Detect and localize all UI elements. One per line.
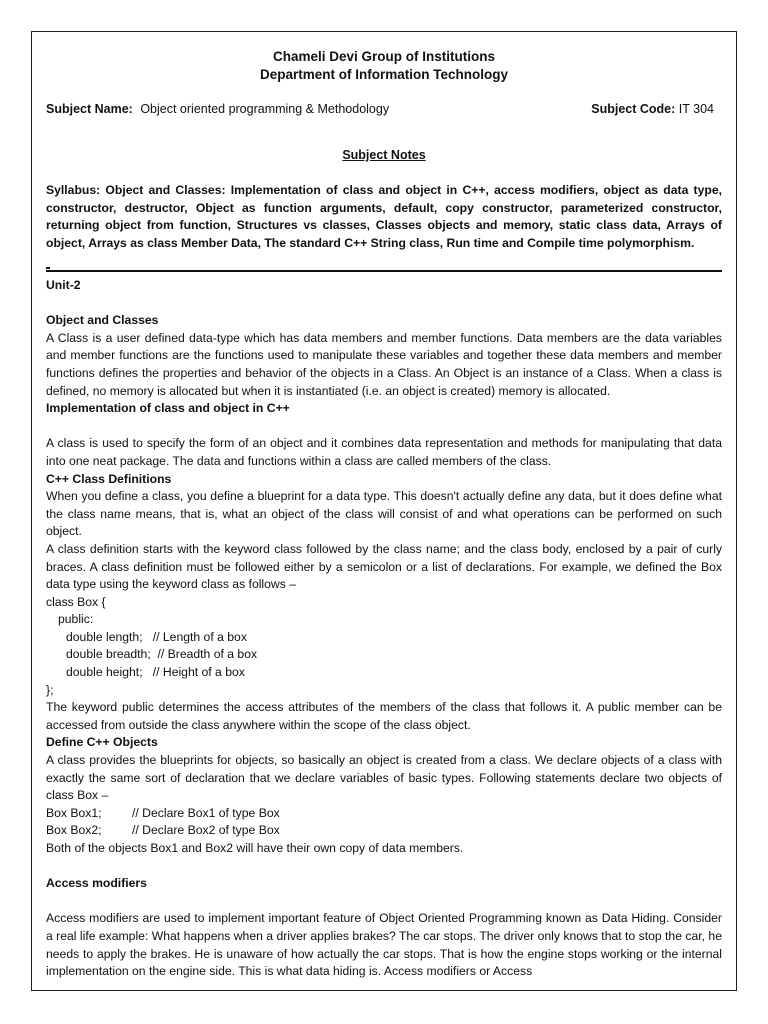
notes-title: Subject Notes bbox=[342, 148, 426, 162]
code-block bbox=[46, 594, 722, 700]
declaration-line: Box Box2; // Declare Box2 of type Box bbox=[46, 823, 280, 838]
paragraph-define-objects: A class provides the blueprints for objects, so basically an object is created from a class. We declare objects of a class with exactly the same sort of declaration that we declare variables of basic types. Following statements declare two objects of class Box – bbox=[46, 753, 722, 803]
heading-class-definitions: C++ Class Definitions bbox=[46, 471, 172, 486]
code-line: double breadth; // Breadth of a box bbox=[66, 647, 258, 662]
code-line: double height; // Height of a box bbox=[66, 665, 245, 680]
subject-code bbox=[591, 102, 714, 116]
unit-content bbox=[46, 277, 722, 981]
spacer bbox=[46, 893, 722, 911]
code-line: }; bbox=[46, 682, 54, 697]
declaration-line: Box Box1; // Declare Box1 of type Box bbox=[46, 805, 280, 820]
subject-row bbox=[46, 102, 722, 116]
paragraph-class-definitions-2: A class definition starts with the keyword class followed by the class name; and the class body, enclosed by a pair of curly braces. A class definition must be followed either by a semicolon or a list of declarations. For example, we defined the Box data type using the keyword class as follows – bbox=[46, 541, 722, 592]
paragraph-implementation: A class is used to specify the form of an object and it combines data representation and methods for manipulating that data into one neat package. The data and functions within a class are called members of the class. bbox=[46, 436, 722, 468]
spacer bbox=[46, 418, 722, 436]
spacer bbox=[46, 858, 722, 876]
paragraph-class-definitions-1: When you define a class, you define a blueprint for a data type. This doesn't actually define any data, but it does define what the class name means, that is, what an object of the class will consist of and what operations can be performed on such object. bbox=[46, 489, 722, 539]
subject-code-label: Subject Code: bbox=[591, 102, 676, 116]
heading-object-and-classes: Object and Classes bbox=[46, 313, 159, 328]
subject-name-value: Object oriented programming & Methodology bbox=[140, 102, 390, 116]
department-name: Department of Information Technology bbox=[259, 67, 508, 82]
spacer bbox=[46, 295, 722, 313]
code-line: class Box { bbox=[46, 594, 106, 609]
unit-title: Unit-2 bbox=[46, 278, 81, 292]
heading-define-objects: Define C++ Objects bbox=[46, 735, 158, 750]
code-line: double length; // Length of a box bbox=[66, 629, 247, 644]
institution-name: Chameli Devi Group of Institutions bbox=[272, 49, 495, 64]
subject-code-value: IT 304 bbox=[678, 102, 714, 116]
code-line: public: bbox=[58, 612, 94, 627]
syllabus-paragraph: Syllabus: Object and Classes: Implementation of class and object in C++, access modifiers, object as data type, constructor, destructor, Object as function arguments, default, copy constructor, parameterized constructor, returning object from function, Structures vs classes, Classes objects and memory, static class data, Arrays of object, Arrays as class Member Data, The standard C++ String class, Run time and Compile time polymorphism. bbox=[46, 183, 722, 250]
heading-access-modifiers: Access modifiers bbox=[46, 876, 147, 891]
paragraph-own-copy: Both of the objects Box1 and Box2 will have their own copy of data members. bbox=[46, 841, 464, 855]
paragraph-access-modifiers: Access modifiers are used to implement important feature of Object Oriented Programming known as Data Hiding. Consider a real life example: What happens when a driver applies brakes? The car stops. The driver only knows that to stop the car, he needs to apply the brakes. He is unaware of how actually the car stops. That is how the engine stops working or the internal implementation on the engine side. This is what data hiding is. Access modifiers or Access bbox=[46, 911, 722, 979]
paragraph-object-and-classes: A Class is a user defined data-type which has data members and member functions. Data members are the data variables and member functions are the functions used to manipulate these variables and together these data members and member functions defines the properties and behavior of the objects in a Class. An Object is an instance of a Class. When a class is defined, no memory is allocated but when it is instantiated (i.e. an object is created) memory is allocated. bbox=[46, 330, 722, 398]
rule-tick bbox=[46, 267, 50, 269]
page-frame bbox=[31, 31, 737, 991]
subject-name-label: Subject Name: bbox=[46, 102, 133, 116]
heading-implementation: Implementation of class and object in C++ bbox=[46, 401, 290, 416]
section-divider bbox=[46, 270, 722, 272]
institution-header bbox=[46, 48, 722, 84]
paragraph-public-keyword: The keyword public determines the access attributes of the members of the class that follows it. A public member can be accessed from outside the class anywhere within the scope of the class object. bbox=[46, 700, 722, 732]
